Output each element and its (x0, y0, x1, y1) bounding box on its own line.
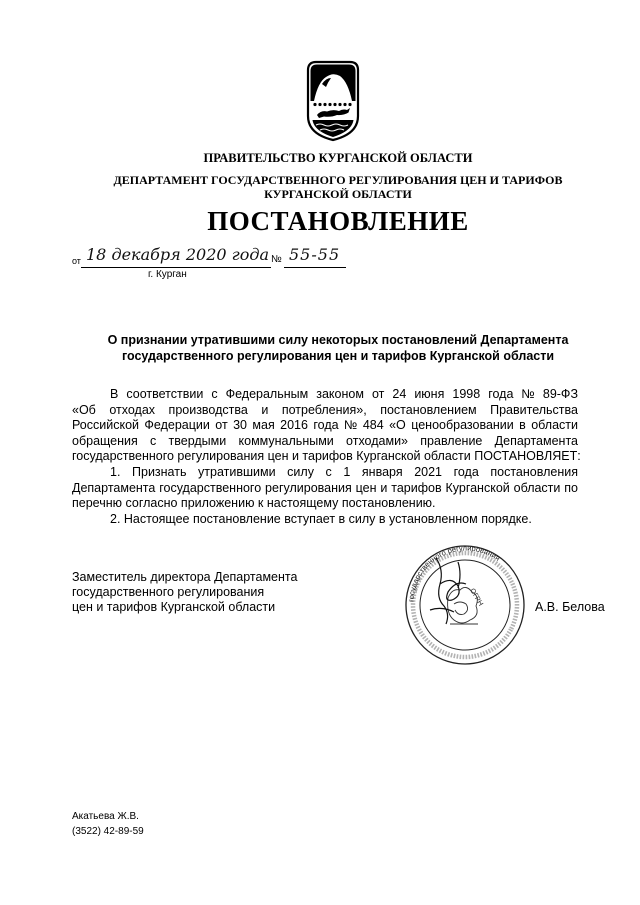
body-line: государственного регулирования цен и тарифов Курганской области ПОСТАНОВЛЯЕТ: (72, 449, 581, 464)
body-line: Российской Федерации от 30 мая 2016 года № 484 «О ценообразовании в области (72, 418, 578, 433)
department-name-line1: ДЕПАРТАМЕНТ ГОСУДАРСТВЕННОГО РЕГУЛИРОВАНИЯ ЦЕН И ТАРИФОВ (113, 173, 563, 187)
body-line: перечню согласно приложению к настоящему постановлению. (72, 496, 436, 511)
department-name-line2: КУРГАНСКОЙ ОБЛАСТИ (264, 187, 412, 201)
executor-name: Акатьева Ж.В. (72, 811, 139, 822)
signatory-position-line2: государственного регулирования (72, 585, 265, 599)
number-underline (284, 267, 346, 268)
number-handwritten: 55-55 (289, 245, 341, 264)
stamp-inner-text: ОГРН (468, 587, 484, 608)
body-line: В соответствии с Федеральным законом от 24 июня 1998 года № 89-ФЗ (110, 387, 578, 401)
coat-of-arms-emblem (304, 60, 362, 142)
document-body (72, 387, 581, 527)
number-prefix: № (271, 254, 282, 265)
date-underline (81, 267, 271, 268)
date-handwritten: 18 декабря 2020 года (86, 245, 270, 264)
executor-phone: (3522) 42-89-59 (72, 826, 144, 837)
government-name: ПРАВИТЕЛЬСТВО КУРГАНСКОЙ ОБЛАСТИ (203, 151, 473, 165)
date-prefix: от (72, 256, 81, 266)
document-type-heading: ПОСТАНОВЛЕНИЕ (207, 206, 469, 236)
official-stamp (400, 540, 530, 670)
stamp-emblem (448, 587, 478, 624)
stamp-ring-text: государственного регулирования (406, 543, 502, 603)
document-title-line1: О признании утратившими силу некоторых постановлений Департамента (107, 333, 569, 347)
signatory-name: А.В. Белова (535, 600, 605, 614)
body-line: «Об отходах производства и потребления», постановлением Правительства (72, 402, 578, 417)
document-title-line2: государственного регулирования цен и тарифов Курганской области (121, 349, 555, 363)
body-line: 2. Настоящее постановление вступает в силу в установленном порядке. (110, 511, 532, 526)
signatory-position-line3: цен и тарифов Курганской области (72, 600, 276, 614)
body-line: 1. Признать утратившими силу с 1 января 2021 года постановления (110, 464, 578, 479)
body-line: Департамента государственного регулирования цен и тарифов Курганской области по (72, 480, 578, 495)
city-name: г. Курган (148, 269, 187, 280)
signatory-position-line1: Заместитель директора Департамента (72, 570, 298, 584)
body-line: обращения с твердыми коммунальными отходами» правление Департамента (72, 433, 578, 448)
